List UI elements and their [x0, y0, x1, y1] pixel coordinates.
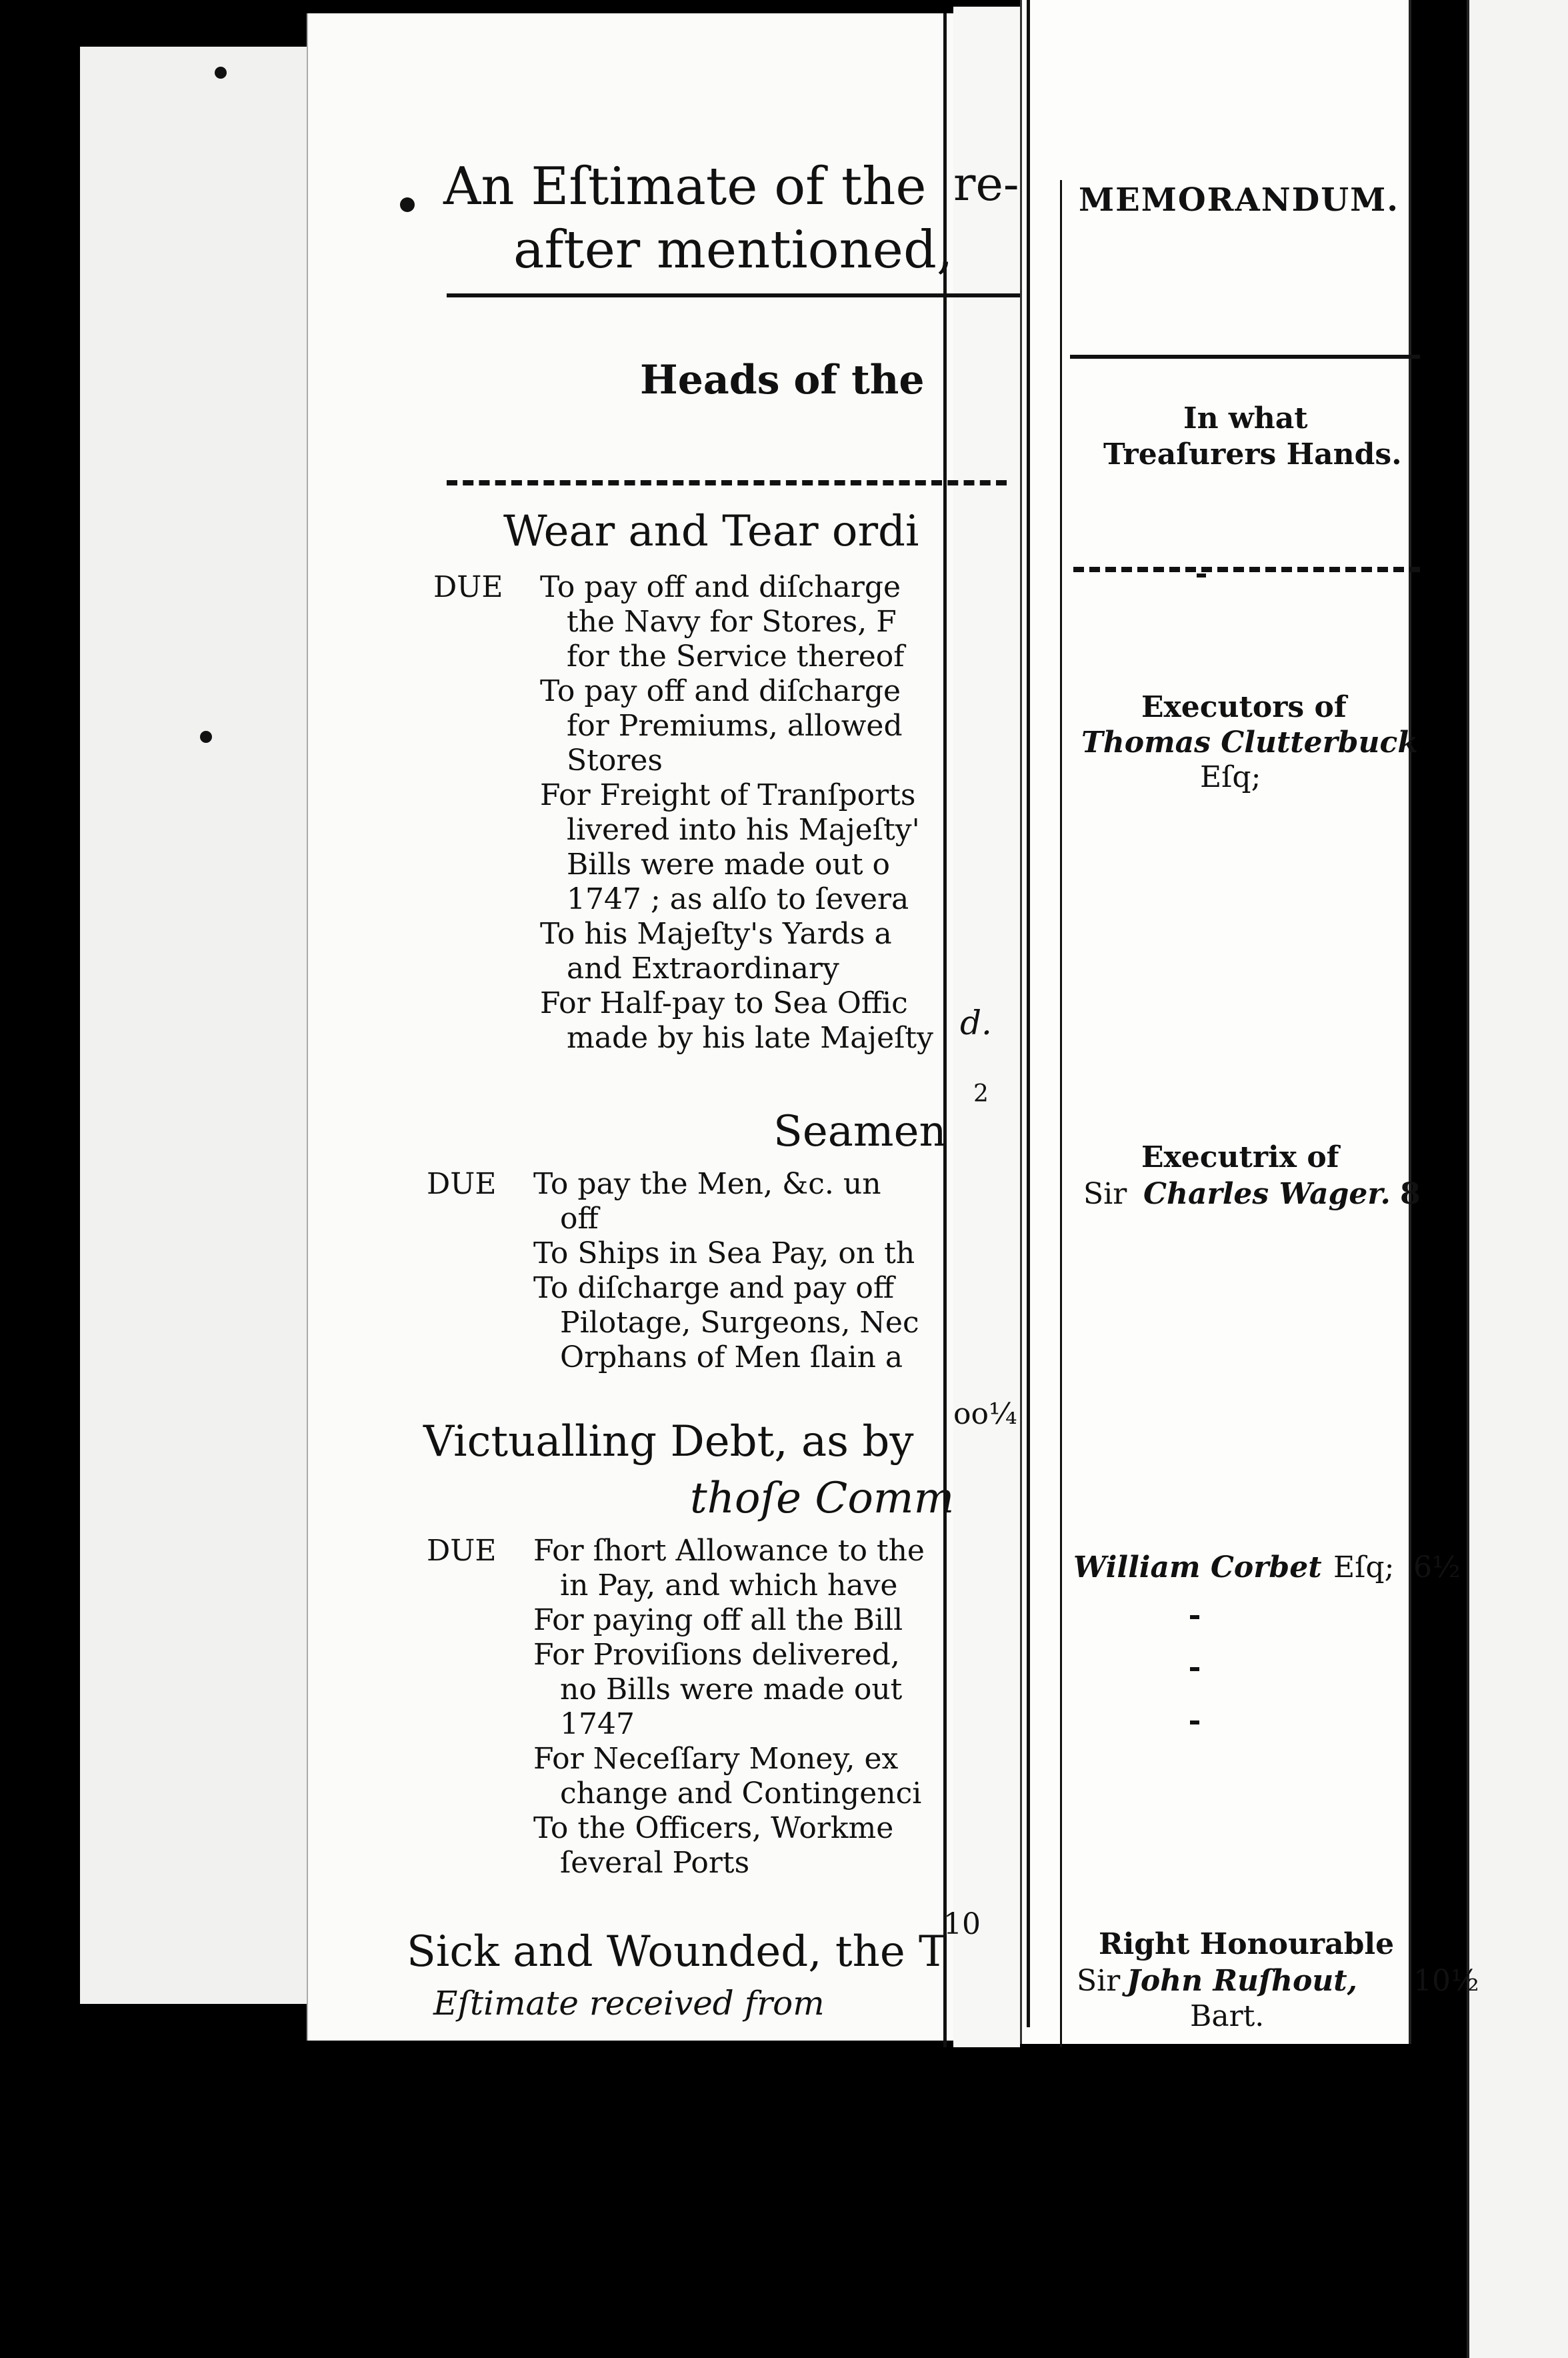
margin-8: 8 — [1400, 1177, 1421, 1211]
list-line — [427, 1846, 925, 1881]
list-line — [433, 917, 933, 952]
list-line — [427, 1202, 919, 1236]
title-line-1-cut: re- — [953, 157, 1019, 211]
margin-6: 6½ — [1413, 1550, 1461, 1584]
list-line — [433, 1021, 933, 1056]
list-text: For Proviſions delivered, — [533, 1638, 900, 1672]
list-line — [433, 640, 933, 674]
list-text: For Neceſſary Money, ex — [533, 1742, 899, 1776]
list-text: Pilotage, Surgeons, Nec — [560, 1306, 919, 1340]
list-text: For Half-pay to Sea Offic — [540, 986, 908, 1020]
in-what-2: Treaſurers Hands. — [1103, 437, 1402, 471]
list-text: change and Contingenci — [560, 1777, 922, 1811]
list-line — [427, 1811, 925, 1846]
list-text: For Freight of Tranſports — [540, 778, 916, 812]
entry2-line1: Executrix of — [1141, 1140, 1339, 1174]
list-text: For paying off all the Bill — [533, 1603, 903, 1637]
list-text: To the Officers, Workme — [533, 1811, 894, 1845]
list-line — [433, 778, 933, 813]
list-text: livered into his Majeſty' — [567, 813, 920, 847]
list-text: ſeveral Ports — [560, 1846, 750, 1880]
memorandum-heading: MEMORANDUM. — [1079, 181, 1399, 219]
list-line — [427, 1568, 925, 1603]
entry4-prefix: Sir — [1077, 1964, 1121, 1998]
list-text: To Ships in Sea Pay, on th — [533, 1236, 915, 1270]
list-text: To pay off and diſcharge — [540, 570, 901, 604]
list-line — [433, 813, 933, 848]
ink-dot — [215, 67, 227, 79]
page-edge — [1467, 0, 1568, 2358]
list-line — [433, 986, 933, 1021]
victualling-heading-2: thoſe Comm — [690, 1474, 955, 1523]
entry1-line2: Thomas Clutterbuck — [1081, 726, 1418, 760]
list-text: To diſcharge and pay off — [533, 1271, 895, 1305]
col-mark-oo: oo¼ — [953, 1397, 1017, 1431]
list-text: To pay off and diſcharge — [540, 674, 901, 708]
list-line — [433, 570, 933, 605]
wear-tear-heading: Wear and Tear ordi — [503, 507, 919, 556]
column-rule — [943, 13, 947, 2047]
list-text: To his Majeſty's Yards a — [540, 917, 892, 951]
col-mark-10: 10 — [943, 1907, 981, 1941]
list-line — [427, 1340, 919, 1375]
due-label: DUE — [427, 1534, 497, 1568]
seamens-list — [427, 1167, 919, 1375]
list-line — [427, 1271, 919, 1306]
title-line-1: An Eſtimate of the — [443, 157, 927, 217]
list-line — [427, 1306, 919, 1340]
list-text: for Premiums, allowed — [567, 709, 903, 743]
list-text: For ſhort Allowance to the — [533, 1534, 925, 1568]
list-line — [427, 1742, 925, 1777]
heads-rule — [447, 480, 1007, 485]
list-text: in Pay, and which have — [560, 1568, 898, 1602]
entry1-line1: Executors of — [1141, 690, 1347, 724]
wear-tear-list — [433, 570, 933, 1056]
list-line — [427, 1534, 925, 1568]
list-text: the Navy for Stores, F — [567, 605, 897, 639]
entry1-line3: Eſq; — [1200, 760, 1261, 794]
margin-10: 10½ — [1413, 1964, 1479, 1998]
list-text: 1747 ; as alſo to ſevera — [567, 882, 909, 916]
sick-subheading: Eſtimate received from — [433, 1984, 825, 2023]
list-line — [427, 1236, 919, 1271]
list-line — [427, 1603, 925, 1638]
sick-heading: Sick and Wounded, the T — [407, 1927, 947, 1977]
entry4-line1: Right Honourable — [1099, 1927, 1395, 1961]
list-line — [433, 952, 933, 986]
list-text: 1747 — [560, 1707, 635, 1741]
list-line — [433, 709, 933, 744]
title-line-2: after mentioned, — [513, 220, 953, 280]
due-label: DUE — [433, 570, 503, 604]
memo-rule — [1070, 355, 1420, 359]
list-line — [433, 605, 933, 640]
dash-mark — [1190, 1720, 1199, 1724]
in-what-rule — [1073, 567, 1420, 572]
list-line — [427, 1167, 919, 1202]
heads-heading: Heads of the — [640, 357, 925, 403]
list-line — [433, 744, 933, 778]
entry3-name: William Corbet — [1073, 1550, 1322, 1584]
col-mark-d: d. — [960, 1004, 992, 1042]
entry2-name: Charles Wager. — [1143, 1177, 1391, 1211]
list-line — [427, 1707, 925, 1742]
list-line — [427, 1638, 925, 1672]
list-text: Bills were made out o — [567, 848, 891, 882]
list-text: no Bills were made out — [560, 1672, 903, 1706]
col-mark-2: 2 — [973, 1080, 989, 1108]
dash-mark — [1190, 1667, 1199, 1671]
title-rule — [447, 293, 1020, 297]
list-line — [433, 674, 933, 709]
column-rule — [1060, 180, 1062, 2047]
list-text: made by his late Majeſty — [567, 1021, 933, 1055]
list-line — [427, 1672, 925, 1707]
dash-mark — [1197, 573, 1206, 577]
list-text: for the Service thereof — [567, 640, 905, 674]
list-text: and Extraordinary — [567, 952, 839, 986]
dash-mark — [1190, 1615, 1199, 1619]
list-text: off — [560, 1202, 599, 1236]
victualling-list — [427, 1534, 925, 1881]
entry2-prefix: Sir — [1083, 1177, 1127, 1211]
list-text: Stores — [567, 744, 663, 778]
due-label: DUE — [427, 1167, 497, 1201]
column-rule — [1027, 0, 1030, 2027]
list-text: To pay the Men, &c. un — [533, 1167, 881, 1201]
entry3-suffix: Eſq; — [1333, 1550, 1395, 1584]
entry4-line3: Bart. — [1190, 1999, 1265, 2033]
list-text: Orphans of Men ſlain a — [560, 1340, 903, 1374]
ink-dot — [400, 197, 415, 212]
in-what-1: In what — [1183, 401, 1308, 435]
list-line — [433, 882, 933, 917]
page-right — [1020, 0, 1411, 2044]
seamens-heading: Seamen — [773, 1107, 947, 1156]
victualling-heading: Victualling Debt, as by — [423, 1417, 914, 1466]
ink-dot — [200, 731, 212, 743]
list-line — [427, 1777, 925, 1811]
entry4-name: John Ruſhout, — [1127, 1964, 1357, 1998]
list-line — [433, 848, 933, 882]
